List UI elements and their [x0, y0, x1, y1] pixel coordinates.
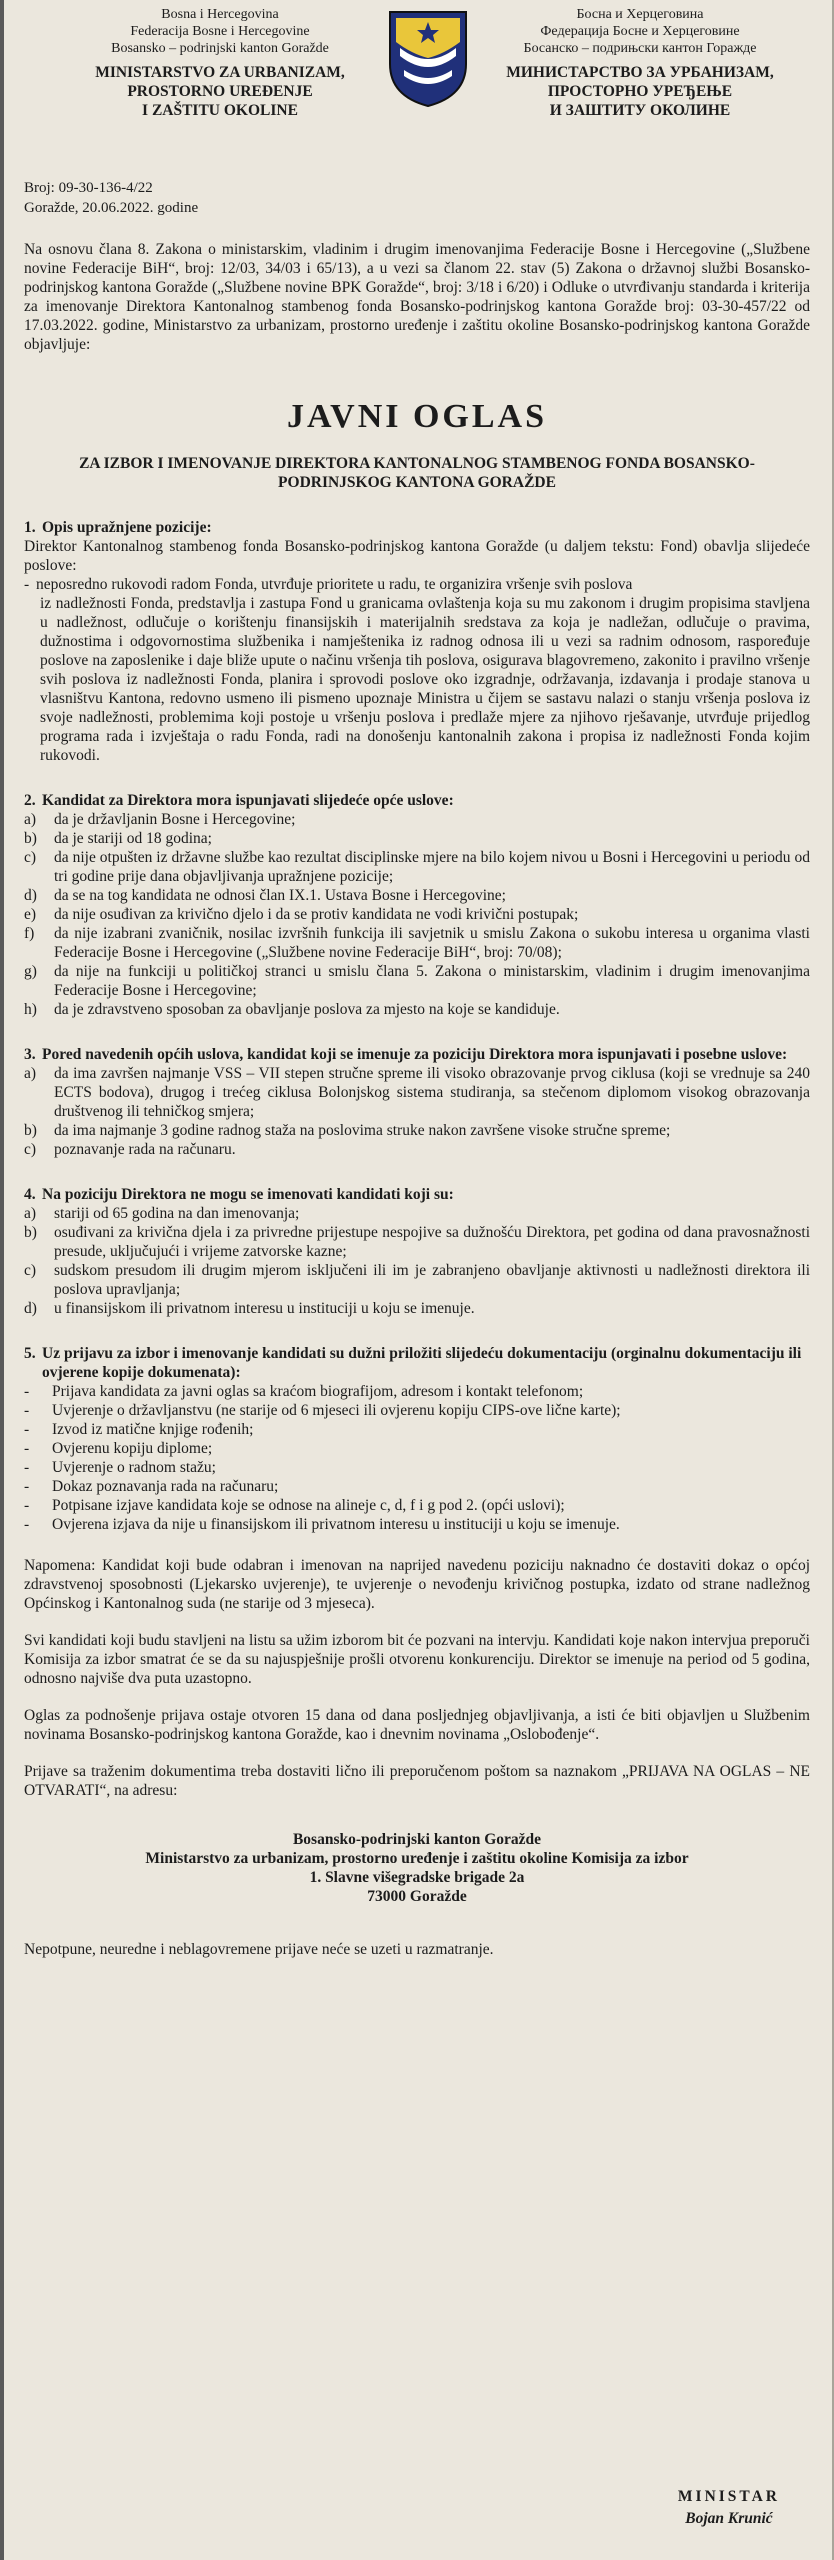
- list-item: [24, 1140, 810, 1159]
- ministry-line-3: I ZAŠTITU OKOLINE: [142, 102, 298, 119]
- list-item-text: Ovjerenu kopiju diplome;: [52, 1440, 213, 1457]
- letterhead-latin: [70, 6, 370, 120]
- interview-paragraph: Svi kandidati koji budu stavljeni na listu sa užim izborom bit će pozvani na intervju. Kandidati koje nakon intervjua preporuči Komisija za izbor smatrat će se da su najuspješnije prošli otvorenu konkurenciju. Direktor se imenuje na period od 5 godina, odnosno najviše dva puta uzastopno.: [24, 1632, 810, 1687]
- country-line: Bosna i Hercegovina: [161, 7, 279, 22]
- list-item: [24, 1223, 810, 1261]
- list-item-text: da je zdravstveno sposoban za obavljanje poslova za mjesto na koje se kandiduje.: [54, 1001, 560, 1018]
- list-item: [24, 1299, 810, 1318]
- list-item-marker: -: [24, 1478, 30, 1495]
- list-item-text: da ima najmanje 3 godine radnog staža na poslovima struke nakon završene visoke stručne spreme;: [54, 1122, 671, 1139]
- list-item-text: da nije na funkciji u političkoj stranci u smislu člana 5. Zakona o ministarskim, vladinim i drugim imenovanjima Federacije Bosne i Hercegovine;: [54, 963, 810, 999]
- list-item-marker: a): [24, 1205, 37, 1222]
- section-3-list: [24, 1064, 810, 1159]
- list-item: [24, 848, 810, 886]
- list-item-marker: g): [24, 963, 37, 980]
- list-item-marker: -: [24, 1516, 30, 1533]
- list-item-text: da je državljanin Bosne i Hercegovine;: [54, 811, 296, 828]
- list-item-marker: c): [24, 849, 37, 866]
- list-item-marker: -: [24, 1421, 30, 1438]
- list-item: [24, 1496, 810, 1515]
- section-3-heading: Pored navedenih općih uslova, kandidat koji se imenuje za poziciju Direktora mora ispunjavati i posebne uslove:: [42, 1046, 788, 1063]
- list-item: [24, 810, 810, 829]
- ministry-line-2-cyr: ПРОСТОРНО УРЕЂЕЊЕ: [547, 83, 733, 100]
- list-item: [24, 829, 810, 848]
- section-1-number: 1.: [24, 519, 36, 536]
- list-item-text: Izvod iz matične knjige rođenih;: [52, 1421, 254, 1438]
- list-item-marker: b): [24, 830, 37, 847]
- list-item-marker: -: [24, 1440, 30, 1457]
- list-item-text: da ima završen najmanje VSS – VII stepen stručne spreme ili visoko obrazovanje prvog ciklusa (koji se vrednuje sa 240 ECTS bodova), drugog i trećeg ciklusa Bolonjskog sistema studiranja, sa stečenom diplomom visokog obrazovanja društvenog ili tehničkog smjera;: [54, 1065, 810, 1120]
- address-line-4: 73000 Goražde: [367, 1888, 467, 1905]
- section-1: [24, 518, 810, 765]
- section-1-item-rest: iz nadležnosti Fonda, predstavlja i zastupa Fond u granicama ovlaštenja koja su mu zakonom i drugim propisima stavljena u nadležnost, odlučuje o korištenju finansijskih i materijalnih sredstava za koja je nadležan, odlučuje o pravima, dužnostima i odgovornostima službenika i namještenika iz radnog odnosa ili u vezi sa radnim odnosom, raspoređuje poslove na zaposlenike i daje bliže upute o načinu vršenja tih poslova, osigurava blagovremeno, zakonito i pravilno vršenje svih poslova iz nadležnosti Fonda, planira i sprovodi poslove oko izgradnje, održavanja, izdavanja i prodaje stanova u vlasništvu Kantona, redovno usmeno ili pismeno upoznaje Ministra u čijem se sastavu nalazi o stanju vršenja poslova iz svoje nadležnosti, problemima koji postoje u vršenju poslova i predlaže mjere za njihovo rješavanje, utvrđuje prijedlog programa rada i izvještaja o radu Fonda, radi na donošenju kantonalnih zakona i propisa iz nadležnosti Fonda kojim rukovodi.: [40, 595, 810, 764]
- document-title: JAVNI OGLAS: [286, 398, 548, 435]
- list-item-text: u finansijskom ili privatnom interesu u instituciji u koju se imenuje.: [54, 1300, 475, 1317]
- address-line-2: Ministarstvo za urbanizam, prostorno uređenje i zaštitu okoline Komisija za izbor: [145, 1850, 689, 1867]
- section-3: [24, 1045, 810, 1159]
- list-item: [24, 962, 810, 1000]
- ministry-line-2: PROSTORNO UREĐENJE: [127, 83, 313, 100]
- section-2-heading: Kandidat za Direktora mora ispunjavati slijedeće opće uslove:: [42, 792, 454, 809]
- section-1-text: Direktor Kantonalnog stambenog fonda Bosansko-podrinjskog kantona Goražde (u daljem tekstu: Fond) obavlja slijedeće poslove:: [24, 538, 810, 574]
- entity-line-cyr: Федерација Босне и Херцеговине: [540, 24, 740, 39]
- coat-of-arms-icon: [386, 8, 470, 108]
- list-item: [24, 1420, 810, 1439]
- list-item-marker: c): [24, 1262, 37, 1279]
- list-item: [24, 1204, 810, 1223]
- submission-address: [24, 1830, 810, 1906]
- document-date: Goražde, 20.06.2022. godine: [24, 200, 199, 216]
- ministry-line-3-cyr: И ЗАШТИТУ ОКОЛИНЕ: [549, 102, 731, 119]
- list-item-text: stariji od 65 godina na dan imenovanja;: [54, 1205, 300, 1222]
- letterhead: [24, 0, 810, 172]
- list-item-text: Uvjerenje o radnom stažu;: [52, 1459, 216, 1476]
- section-4-heading: Na poziciju Direktora ne mogu se imenovati kandidati koji su:: [42, 1186, 454, 1203]
- submission-paragraph: Prijave sa traženim dokumentima treba dostaviti lično ili preporučenom poštom sa naznakom „PRIJAVA NA OGLAS – NE OTVARATI“, na adresu:: [24, 1763, 810, 1799]
- list-item-text: Prijava kandidata za javni oglas sa kraćom biografijom, adresom i kontakt telefonom;: [52, 1383, 584, 1400]
- section-1-item-first: neposredno rukovodi radom Fonda, utvrđuje prioritete u radu, te organizira vršenje svih poslova: [36, 576, 633, 593]
- section-5-number: 5.: [24, 1345, 36, 1362]
- section-2-list: [24, 810, 810, 1019]
- list-item-marker: a): [24, 811, 37, 828]
- section-2: [24, 791, 810, 1019]
- intro-paragraph: Na osnovu člana 8. Zakona o ministarskim, vladinim i drugim imenovanjima Federacije Bosne i Hercegovine („Službene novine Federacije BiH“, broj: 12/03, 34/03 i 65/13), a u vezi sa članom 22. stav (5) Zakona o državnoj službi Bosansko-podrinjskog kantona Goražde („Službene novine BPK Goražde“, broj: 3/18 i 6/20) i Odluke o utvrđivanju standarda i kriterija za imenovanje Direktora Kantonalnog stambenog fonda Bosansko-podrinjskog kantona Goražde broj: 03-30-457/22 od 17.03.2022. godine, Ministarstvo za urbanizam, prostorno uređenje i zaštitu okoline Bosansko-podrinjskog kantona Goražde objavljuje:: [24, 241, 810, 353]
- section-4: [24, 1185, 810, 1318]
- list-item-text: Ovjerena izjava da nije u finansijskom ili privatnom interesu u instituciji u koju se imenuje.: [52, 1516, 620, 1533]
- list-item-marker: d): [24, 887, 37, 904]
- section-4-list: [24, 1204, 810, 1318]
- list-item-text: da nije osuđivan za krivično djelo i da se protiv kandidata ne vodi krivični postupak;: [54, 906, 579, 923]
- open-period-paragraph: Oglas za podnošenje prijava ostaje otvoren 15 dana od dana posljednjeg objavljivanja, a isti će biti objavljen u Službenim novinama Bosansko-podrinjskog kantona Goražde, kao i dnevnim novinama „Oslobođenje“.: [24, 1707, 810, 1743]
- list-item-marker: f): [24, 925, 35, 942]
- list-item-text: Dokaz poznavanja rada na računaru;: [52, 1478, 279, 1495]
- list-item-marker: b): [24, 1122, 37, 1139]
- list-item-text: Uvjerenje o državljanstvu (ne starije od 6 mjeseci ili ovjerenu kopiju CIPS-ove lične karte);: [52, 1402, 621, 1419]
- list-item-marker: b): [24, 1224, 37, 1241]
- section-4-number: 4.: [24, 1186, 36, 1203]
- document-meta: [24, 178, 810, 218]
- reference-number: Broj: 09-30-136-4/22: [24, 180, 153, 196]
- list-item-text: da je stariji od 18 godina;: [54, 830, 212, 847]
- section-1-heading: Opis upražnjene pozicije:: [42, 519, 212, 536]
- list-item: [24, 1401, 810, 1420]
- list-item-text: da se na tog kandidata ne odnosi član IX.1. Ustava Bosne i Hercegovine;: [54, 887, 506, 904]
- list-item: [24, 1439, 810, 1458]
- section-5-list: [24, 1382, 810, 1534]
- list-item-text: da nije otpušten iz državne službe kao rezultat disciplinske mjere na bilo kojem nivou u Bosni i Hercegovini u periodu od tri godine prije dana objavljivanja upražnjene pozicije;: [54, 849, 810, 885]
- list-item-marker: d): [24, 1300, 37, 1317]
- list-item-marker: -: [24, 1383, 30, 1400]
- list-item-text: Potpisane izjave kandidata koje se odnose na alineje c, d, f i g pod 2. (opći uslovi);: [52, 1497, 565, 1514]
- section-5: [24, 1344, 810, 1534]
- letterhead-cyrillic: [480, 6, 800, 120]
- list-item: [24, 1382, 810, 1401]
- section-3-number: 3.: [24, 1046, 36, 1063]
- list-item: [24, 1121, 810, 1140]
- list-item-text: osuđivani za krivična djela i za privredne prijestupe nespojive sa dužnošću Direktora, pet godina od dana pravosnažnosti presude, uključujući i vrijeme zatvorske kazne;: [54, 1224, 810, 1260]
- section-5-heading: Uz prijavu za izbor i imenovanje kandidati su dužni priložiti slijedeću dokumentaciju (orginalnu dokumentaciju ili ovjerene kopije dokumenata):: [42, 1345, 802, 1381]
- signature-title: MINISTAR: [677, 2488, 780, 2505]
- document-subtitle: ZA IZBOR I IMENOVANJE DIREKTORA KANTONALNOG STAMBENOG FONDA BOSANSKO-PODRINJSKOG KANTONA GORAŽDE: [79, 455, 755, 491]
- list-item: [24, 1261, 810, 1299]
- list-item-marker: c): [24, 1141, 37, 1158]
- list-item: [24, 1064, 810, 1121]
- list-item: [24, 1477, 810, 1496]
- list-item: [24, 1515, 810, 1534]
- address-line-1: Bosansko-podrinjski kanton Goražde: [292, 1831, 542, 1848]
- list-item: [24, 924, 810, 962]
- list-item: [24, 905, 810, 924]
- address-line-3: 1. Slavne višegradske brigade 2a: [309, 1869, 525, 1886]
- note-paragraph: Napomena: Kandidat koji bude odabran i imenovan na naprijed navedenu poziciju naknadno će dostaviti dokaz o općoj zdravstvenoj sposobnosti (Ljekarsko uvjerenje), te uvjerenje o nevođenju krivičnog postupka, izdato od strane nadležnog Općinskog i Kantonalnog suda (ne starije od 3 mjeseca).: [24, 1557, 810, 1612]
- section-2-number: 2.: [24, 792, 36, 809]
- country-line-cyr: Босна и Херцеговина: [576, 7, 704, 22]
- ministry-line-1: MINISTARSTVO ZA URBANIZAM,: [95, 64, 345, 81]
- list-item-text: poznavanje rada na računaru.: [54, 1141, 236, 1158]
- list-item-marker: h): [24, 1001, 37, 1018]
- signature-name: Bojan Krunić: [685, 2510, 773, 2527]
- final-paragraph: Nepotpune, neuredne i neblagovremene prijave neće se uzeti u razmatranje.: [24, 1941, 494, 1958]
- list-item-marker: a): [24, 1065, 37, 1082]
- list-item-text: da nije izabrani zvaničnik, nosilac izvršnih funkcija ili savjetnik u smislu Zakona o sukobu interesa u organima vlasti Federacije Bosne i Hercegovine („Službene novine Federacije BiH“, broj: 70/08);: [54, 925, 810, 961]
- list-item: [24, 886, 810, 905]
- canton-line: Bosansko – podrinjski kanton Goražde: [111, 41, 329, 56]
- section-1-item: - neposredno rukovodi radom Fonda, utvrđuje prioritete u radu, te organizira vršenje svih poslova: [24, 576, 633, 593]
- list-item-text: sudskom presudom ili drugim mjerom isključeni ili im je zabranjeno obavljanje aktivnosti u nadležnosti direktora ili poslova upravljanja;: [54, 1262, 810, 1298]
- signature-block: [678, 2488, 780, 2528]
- canton-line-cyr: Босанско – подрињски кантон Горажде: [523, 41, 757, 56]
- list-item: [24, 1000, 810, 1019]
- list-item: [24, 1458, 810, 1477]
- entity-line: Federacija Bosne i Hercegovine: [130, 24, 310, 39]
- list-item-marker: -: [24, 1497, 30, 1514]
- list-item-marker: e): [24, 906, 37, 923]
- list-item-marker: -: [24, 1459, 30, 1476]
- ministry-line-1-cyr: МИНИСТАРСТВО ЗА УРБАНИЗАМ,: [506, 64, 774, 81]
- list-item-marker: -: [24, 1402, 30, 1419]
